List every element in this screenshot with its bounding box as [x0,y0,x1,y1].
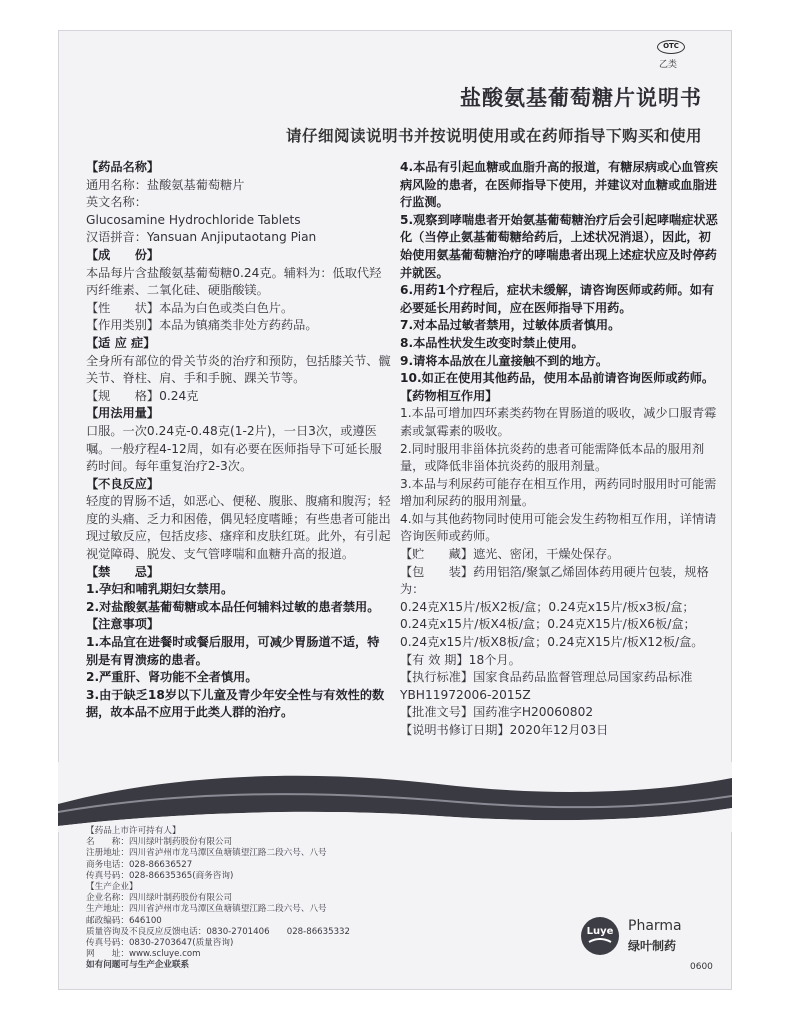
interaction-item: 2.同时服用非甾体抗炎药的患者可能需降低本品的服用剂量，或降低非甾体抗炎药的服用剂量。 [400,441,705,474]
shelf-life: 【有 效 期】18个月。 [400,652,521,667]
package-spec: 0.24克x15片/板X4板/盒；0.24克X15片/板X6板/盒； [400,617,696,632]
interaction-item: 3.本品与利尿药可能存在相互作用，两药同时服用时可能需增加利尿药的服用剂量。 [400,476,717,509]
contact-note: 如有问题可与生产企业联系 [86,960,190,971]
brand-chinese: 绿叶制药 [628,939,677,953]
luye-logo-icon [580,916,620,956]
footer-line: 【生产企业】 [86,882,138,893]
english-name-label: 英文名称： [86,195,147,210]
contraindication-item: 1.孕妇和哺乳期妇女禁用。 [86,582,234,597]
section-interactions: 【药物相互作用】 [400,388,498,403]
document-title: 盐酸氨基葡萄糖片说明书 [460,86,702,110]
print-code: 0600 [690,962,713,972]
footer-line: 注册地址：四川省泸州市龙马潭区鱼塘镇望江路二段六号、八号 [86,848,327,859]
packaging: 【包 装】药用铝箔/聚氯乙烯固体药用硬片包装，规格为： [400,564,709,597]
revision-date: 【说明书修订日期】2020年12月03日 [400,723,609,737]
english-name: Glucosamine Hydrochloride Tablets [86,212,301,227]
footer-line: 名 称：四川绿叶制药股份有限公司 [86,837,233,848]
section-adverse-reactions: 【不良反应】 [86,476,160,491]
precaution-item: 9.请将本品放在儿童接触不到的地方。 [400,353,609,368]
section-ingredients: 【成 份】 [86,247,160,262]
generic-name: 通用名称：盐酸氨基葡萄糖片 [86,177,245,192]
precaution-item: 7.对本品过敏者禁用，过敏体质者慎用。 [400,318,621,333]
dosage-text: 口服。一次0.24克-0.48克(1-2片)，一日3次，或遵医嘱。一般疗程4-12周，如有必要在医师指导下可延长服药时间。每年重复治疗2-3次。 [86,423,382,474]
pinyin-name: 汉语拼音：Yansuan Anjiputaotang Pian [86,230,317,245]
brand-english: Pharma [628,918,682,934]
wave-band-icon [58,762,732,832]
package-spec: 0.24克x15片/板X8板/盒；0.24克X15片/板X12板/盒。 [400,635,704,650]
section-indications: 【适 应 症】 [86,335,156,350]
interaction-item: 1.本品可增加四环素类药物在胃肠道的吸收，减少口服青霉素或氯霉素的吸收。 [400,406,717,438]
footer-line: 生产地址：四川省泸州市龙马潭区鱼塘镇望江路二段六号、八号 [86,904,327,915]
precaution-item: 5.观察到哮喘患者开始氨基葡萄糖治疗后会引起哮喘症状恶化（当停止氨基葡萄糖给药后，上述状况消退），因此，初始使用氨基葡萄糖治疗的哮喘患者出现上述症状应及时停药并就医。 [400,212,718,280]
precaution-item: 3.由于缺乏18岁以下儿童及青少年安全性与有效性的数据，故本品不应用于此类人群的治疗。 [86,687,385,720]
precaution-item: 2.严重肝、肾功能不全者慎用。 [86,670,258,685]
standard: 【执行标准】国家食品药品监督管理总局国家药品标准YBH11972006-2015Z [400,670,693,702]
footer-line: 邮政编码：646100 [86,915,162,926]
precaution-item: 6.用药1个疗程后，症状未缓解，请咨询医师或药师。如有必要延长用药时间，应在医师指导下用药。 [400,283,715,315]
indications-text: 全身所有部位的骨关节炎的治疗和预防，包括膝关节、髋关节、脊柱、肩、手和手腕、踝关节等。 [86,353,391,386]
adverse-reactions-text: 轻度的胃肠不适，如恶心、便秘、腹胀、腹痛和腹泻；轻度的头痛、乏力和困倦，偶见轻度嗜睡；有些患者可能出现过敏反应，包括皮疹、瘙痒和皮肤红斑。此外，有引起视觉障碍、脱发、支气管哮喘和血糖升高的报道。 [86,494,391,562]
section-drug-name: 【药品名称】 [86,160,160,174]
appearance: 【性 状】本品为白色或类白色片。 [86,300,294,315]
section-precautions: 【注意事项】 [86,617,160,632]
storage: 【贮 藏】遮光、密闭，干燥处保存。 [400,547,620,562]
left-column [86,159,391,722]
footer-line: 【药品上市许可持有人】 [86,826,181,836]
contraindication-item: 2.对盐酸氨基葡萄糖或本品任何辅料过敏的患者禁用。 [86,599,380,614]
approval-number: 【批准文号】国药准字H20060802 [400,705,594,720]
specification: 【规 格】0.24克 [86,388,199,403]
usage-notice: 请仔细阅读说明书并按说明使用或在药师指导下购买和使用 [285,127,702,145]
otc-mark: OTC [663,42,679,50]
ingredients-text: 本品每片含盐酸氨基葡萄糖0.24克。辅料为：低取代羟丙纤维素、二氧化硅、硬脂酸镁。 [86,265,382,298]
footer-line: 传真号码：0830-2703647(质量咨询) [86,938,234,949]
footer-line: 网 址：www.scluye.com [86,949,201,960]
precaution-item: 1.本品宜在进餐时或餐后服用，可减少胃肠道不适，特别是有胃溃疡的患者。 [86,635,380,667]
interaction-item: 4.如与其他药物同时使用可能会发生药物相互作用，详情请咨询医师或药师。 [400,511,717,544]
footer-line: 企业名称：四川绿叶制药股份有限公司 [86,893,233,904]
footer-line: 商务电话：028-86636527 [86,859,193,870]
footer-line: 传真号码：028-86635365(商务咨询) [86,870,234,881]
section-contraindications: 【禁 忌】 [86,564,160,579]
precaution-item: 8.本品性状发生改变时禁止使用。 [400,335,584,350]
logo-text: Luye [586,926,614,937]
package-spec: 0.24克X15片/板X2板/盒；0.24克x15片/板x3板/盒； [400,599,695,614]
precaution-item: 10.如正在使用其他药品，使用本品前请咨询医师或药师。 [400,371,715,386]
footer-line: 质量咨询及不良反应反馈电话：0830-2701406 028-86635332 [86,926,350,937]
company-info [86,826,416,972]
section-dosage: 【用法用量】 [86,406,160,421]
otc-class-label: 乙类 [659,60,678,70]
category: 【作用类别】本品为镇痛类非处方药药品。 [86,318,318,333]
precaution-item: 4.本品有引起血糖或血脂升高的报道，有糖尿病或心血管疾病风险的患者，在医师指导下使用，并建议对血糖或血脂进行监测。 [400,160,718,210]
otc-badge-icon [657,40,685,54]
right-column [400,159,718,740]
